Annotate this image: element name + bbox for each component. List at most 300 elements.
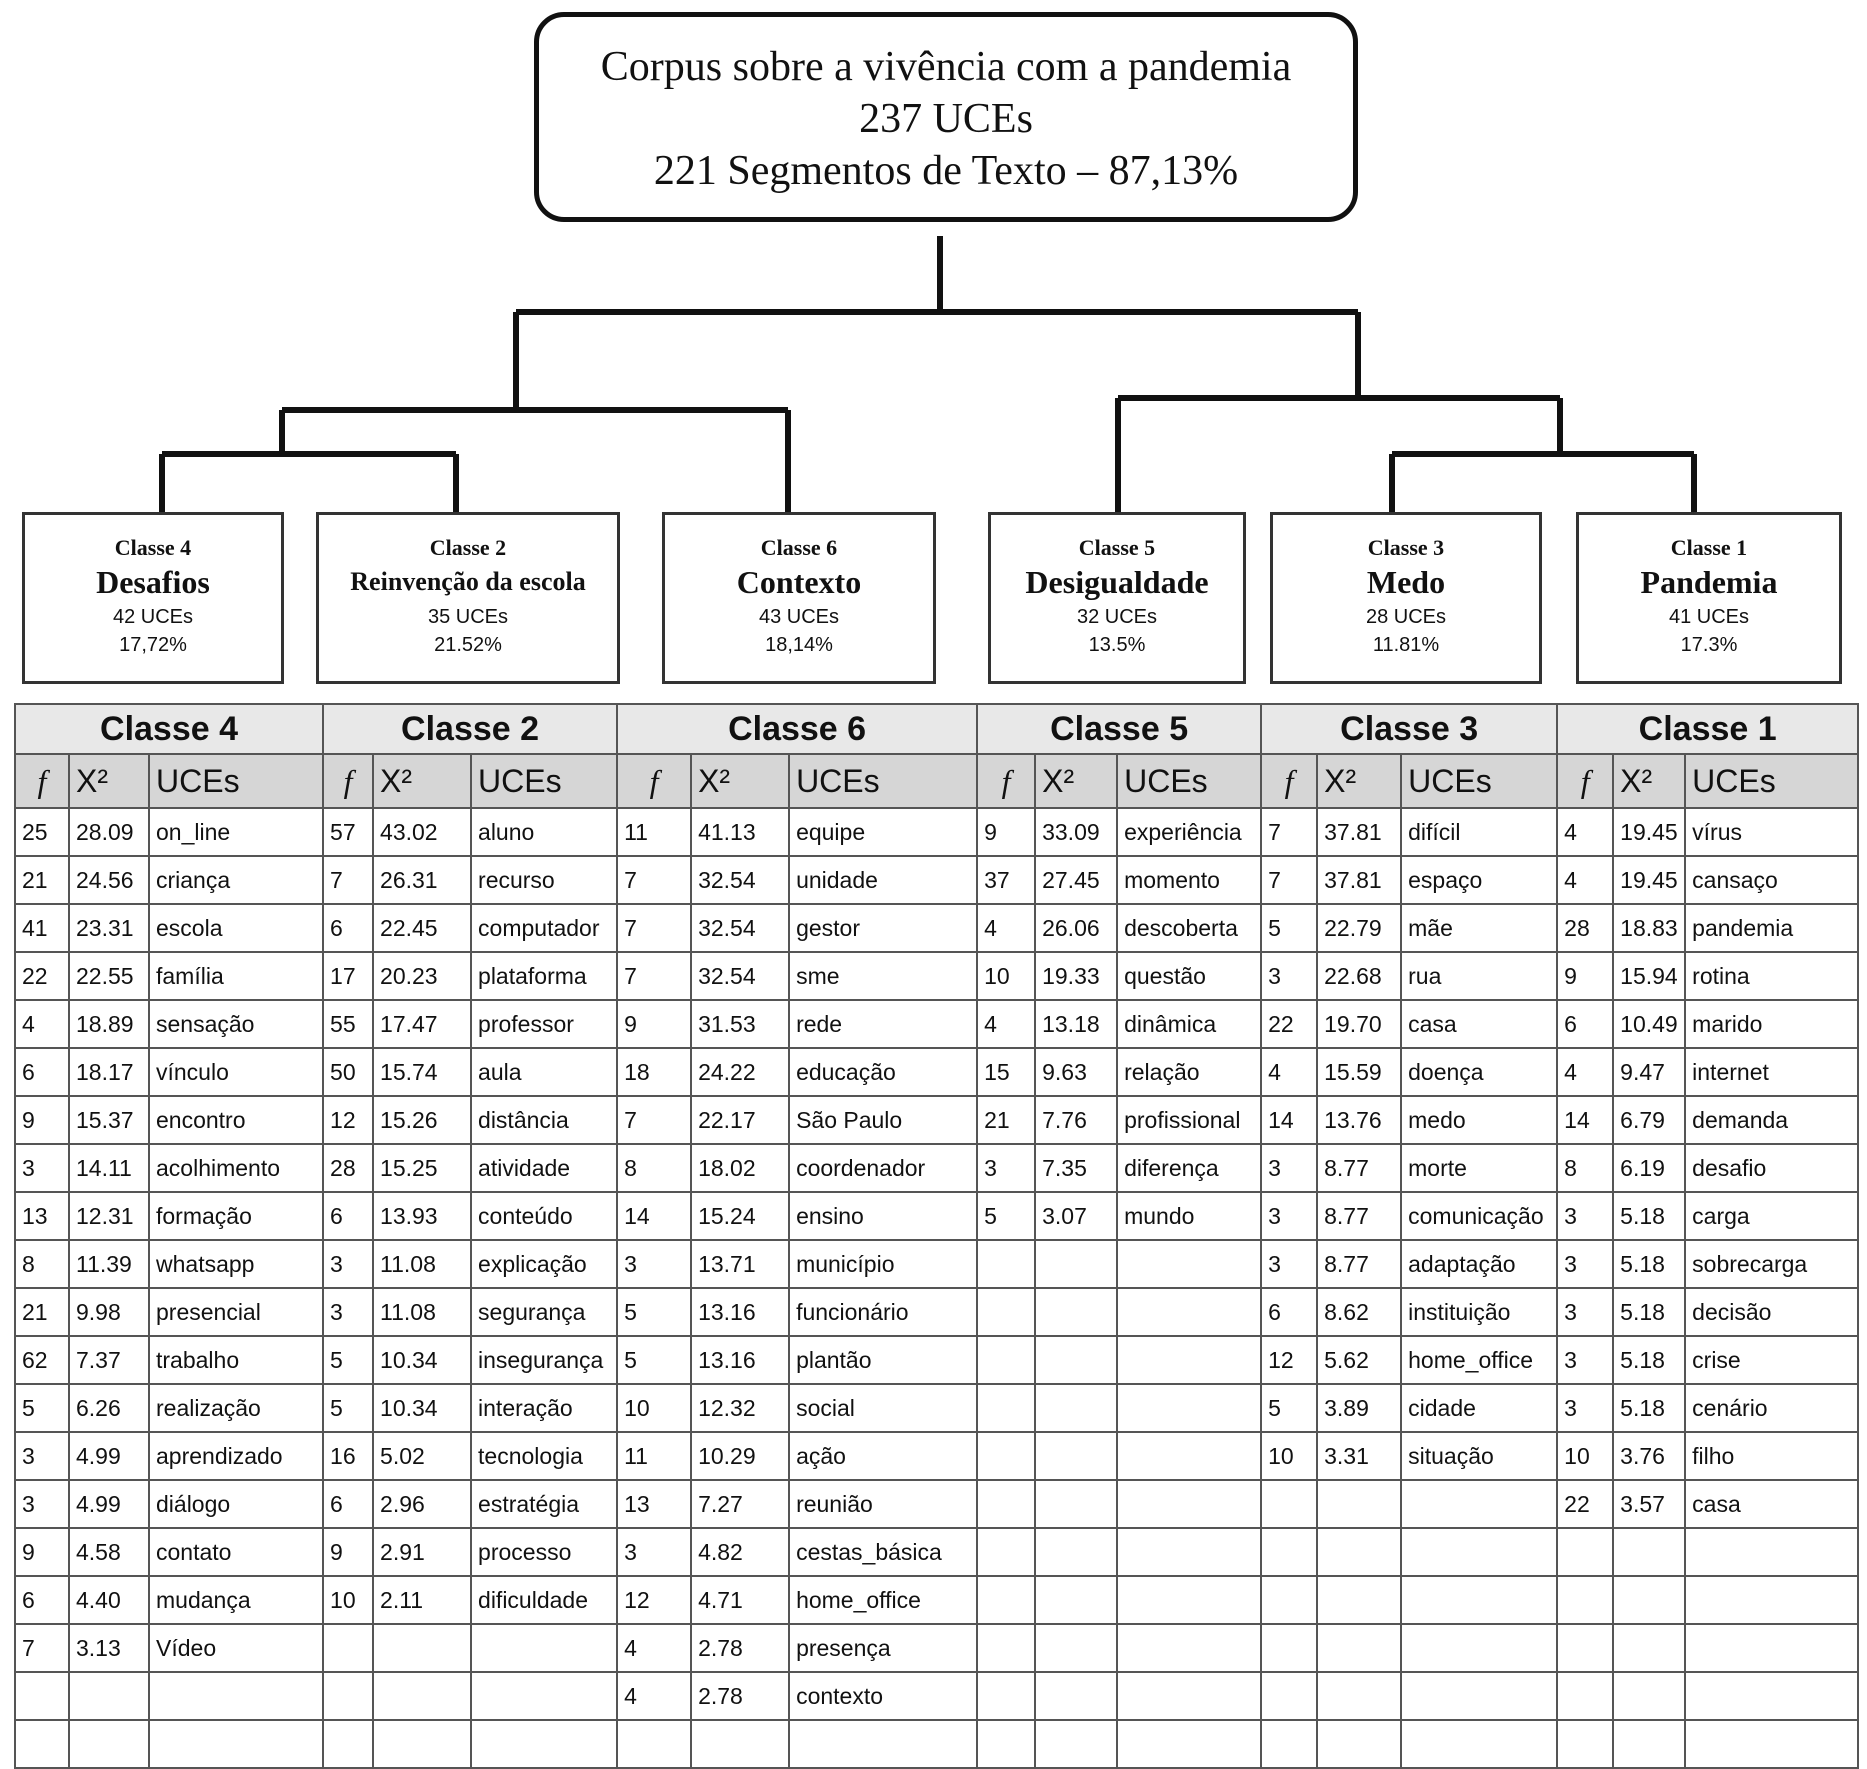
cell-word: adaptação [1401,1240,1557,1288]
cell-word: decisão [1685,1288,1858,1336]
table-column-header-row [15,754,1858,808]
cell-frequency [1557,1720,1613,1768]
cell-chi-square: 37.81 [1317,856,1401,904]
table-group-title: Classe 1 [1557,704,1858,754]
cell-frequency: 6 [1261,1288,1317,1336]
cell-chi-square: 22.79 [1317,904,1401,952]
cell-frequency: 3 [15,1480,69,1528]
cell-chi-square [1613,1672,1685,1720]
class-label: Classe 4 [114,535,192,560]
cell-frequency [977,1336,1035,1384]
cell-word: funcionário [789,1288,977,1336]
cell-chi-square [1035,1720,1117,1768]
table-row [15,904,1858,952]
cell-chi-square: 8.77 [1317,1144,1401,1192]
cell-chi-square [1035,1672,1117,1720]
cell-chi-square: 5.18 [1613,1384,1685,1432]
cell-frequency: 3 [1557,1336,1613,1384]
col-header-uces: UCEs [1401,754,1557,808]
cell-chi-square: 3.31 [1317,1432,1401,1480]
cell-chi-square: 13.76 [1317,1096,1401,1144]
table-body [15,808,1858,1768]
cell-frequency: 17 [323,952,373,1000]
cell-frequency: 3 [323,1288,373,1336]
col-header-x2: X² [373,754,471,808]
table-row [15,1576,1858,1624]
cell-frequency: 7 [1261,808,1317,856]
cell-chi-square [1317,1528,1401,1576]
cell-chi-square: 6.79 [1613,1096,1685,1144]
cell-chi-square: 15.59 [1317,1048,1401,1096]
table-row [15,1336,1858,1384]
cell-chi-square: 15.26 [373,1096,471,1144]
cell-word [1117,1576,1261,1624]
cell-frequency [1261,1576,1317,1624]
cell-chi-square: 32.54 [691,904,789,952]
col-header-f: f [617,754,691,808]
cell-chi-square: 9.98 [69,1288,149,1336]
cell-frequency: 18 [617,1048,691,1096]
cell-chi-square: 5.18 [1613,1288,1685,1336]
cell-frequency: 22 [1557,1480,1613,1528]
cell-word: rua [1401,952,1557,1000]
cell-word: vínculo [149,1048,323,1096]
cell-chi-square: 4.58 [69,1528,149,1576]
cell-chi-square [1317,1480,1401,1528]
class-box-classe-3 [1270,512,1542,684]
cell-frequency: 3 [1557,1384,1613,1432]
cell-word: espaço [1401,856,1557,904]
cell-frequency: 50 [323,1048,373,1096]
cell-word: ensino [789,1192,977,1240]
class-uces: 28 UCEs [1365,606,1447,628]
class-box-classe-2 [316,512,620,684]
class-percent: 13.5% [1088,634,1146,656]
cell-word: contato [149,1528,323,1576]
cell-word: cidade [1401,1384,1557,1432]
cell-chi-square: 2.96 [373,1480,471,1528]
cell-word [1117,1528,1261,1576]
cell-chi-square: 22.68 [1317,952,1401,1000]
cell-word: casa [1685,1480,1858,1528]
class-box-classe-1 [1576,512,1842,684]
cell-chi-square: 9.47 [1613,1048,1685,1096]
table-row [15,1048,1858,1096]
class-name: Desafios [96,564,210,600]
cell-chi-square: 19.33 [1035,952,1117,1000]
cell-word: presencial [149,1288,323,1336]
cell-frequency: 5 [323,1384,373,1432]
cell-chi-square [1035,1384,1117,1432]
cell-chi-square: 10.34 [373,1384,471,1432]
cell-frequency: 5 [617,1288,691,1336]
cell-frequency: 25 [15,808,69,856]
cell-chi-square: 8.77 [1317,1240,1401,1288]
cell-frequency: 13 [15,1192,69,1240]
cell-frequency: 4 [15,1000,69,1048]
cell-chi-square: 22.17 [691,1096,789,1144]
cell-frequency: 3 [617,1240,691,1288]
cell-frequency: 21 [15,1288,69,1336]
cell-frequency: 7 [1261,856,1317,904]
cell-word: acolhimento [149,1144,323,1192]
cell-word [1401,1528,1557,1576]
cell-frequency: 5 [15,1384,69,1432]
cell-frequency: 9 [617,1000,691,1048]
table-row [15,808,1858,856]
cell-word: família [149,952,323,1000]
cell-frequency: 7 [617,904,691,952]
cell-word: cansaço [1685,856,1858,904]
cell-word [1117,1288,1261,1336]
table-group-title: Classe 3 [1261,704,1557,754]
cell-frequency: 16 [323,1432,373,1480]
cell-frequency [617,1720,691,1768]
col-header-x2: X² [1317,754,1401,808]
cell-chi-square: 10.34 [373,1336,471,1384]
cell-frequency: 10 [1261,1432,1317,1480]
cell-frequency: 8 [15,1240,69,1288]
cell-frequency: 3 [323,1240,373,1288]
cell-word: estratégia [471,1480,617,1528]
cell-word: plantão [789,1336,977,1384]
class-uces: 32 UCEs [1076,606,1158,628]
cell-chi-square [373,1720,471,1768]
class-label: Classe 2 [429,535,507,560]
cell-frequency [1557,1672,1613,1720]
cell-chi-square: 11.39 [69,1240,149,1288]
cell-word: encontro [149,1096,323,1144]
cell-word: whatsapp [149,1240,323,1288]
cell-word: plataforma [471,952,617,1000]
cell-chi-square [1035,1480,1117,1528]
cell-word: unidade [789,856,977,904]
cell-frequency [323,1720,373,1768]
cell-word: vírus [1685,808,1858,856]
cell-word: filho [1685,1432,1858,1480]
cell-chi-square: 17.47 [373,1000,471,1048]
cell-word [1685,1528,1858,1576]
cell-frequency [977,1480,1035,1528]
cell-chi-square [1317,1576,1401,1624]
cell-frequency: 12 [323,1096,373,1144]
class-name: Medo [1366,564,1446,600]
cell-frequency: 4 [977,904,1035,952]
cell-word [149,1720,323,1768]
cell-frequency [1261,1480,1317,1528]
cell-frequency: 5 [323,1336,373,1384]
cell-frequency: 55 [323,1000,373,1048]
cell-chi-square: 13.16 [691,1336,789,1384]
cell-word [471,1672,617,1720]
class-box-classe-4 [22,512,284,684]
cell-frequency [977,1384,1035,1432]
cell-word: trabalho [149,1336,323,1384]
cell-word: segurança [471,1288,617,1336]
cell-frequency: 11 [617,1432,691,1480]
cell-word: crise [1685,1336,1858,1384]
cell-word: diálogo [149,1480,323,1528]
cell-chi-square [1035,1288,1117,1336]
cell-word: mundo [1117,1192,1261,1240]
table-row [15,1288,1858,1336]
class-uces: 43 UCEs [758,606,840,628]
col-header-x2: X² [1035,754,1117,808]
cell-word: São Paulo [789,1096,977,1144]
cell-frequency: 13 [617,1480,691,1528]
cell-frequency [15,1672,69,1720]
cell-frequency: 3 [1557,1240,1613,1288]
cell-word: pandemia [1685,904,1858,952]
cell-chi-square: 3.89 [1317,1384,1401,1432]
cell-frequency: 3 [1261,1240,1317,1288]
cell-chi-square: 24.56 [69,856,149,904]
cell-frequency: 28 [323,1144,373,1192]
col-header-f: f [323,754,373,808]
cell-chi-square: 8.62 [1317,1288,1401,1336]
cell-chi-square: 24.22 [691,1048,789,1096]
cell-word: processo [471,1528,617,1576]
cell-frequency [977,1240,1035,1288]
class-percent: 17.3% [1680,634,1738,656]
cell-chi-square: 11.08 [373,1288,471,1336]
cell-chi-square: 2.91 [373,1528,471,1576]
cell-chi-square [1317,1624,1401,1672]
cell-word: ação [789,1432,977,1480]
table-row [15,1000,1858,1048]
cell-chi-square: 10.49 [1613,1000,1685,1048]
class-percent: 11.81% [1372,634,1440,656]
cell-word [149,1672,323,1720]
cell-frequency [323,1624,373,1672]
cell-frequency [977,1576,1035,1624]
cell-chi-square: 5.18 [1613,1240,1685,1288]
table-group-title: Classe 6 [617,704,977,754]
cell-word: reunião [789,1480,977,1528]
cell-chi-square: 9.63 [1035,1048,1117,1096]
cell-word: instituição [1401,1288,1557,1336]
cell-chi-square: 43.02 [373,808,471,856]
cell-frequency: 9 [1557,952,1613,1000]
cell-frequency: 4 [617,1624,691,1672]
cell-chi-square [1613,1528,1685,1576]
cell-word [1117,1384,1261,1432]
cell-chi-square: 19.45 [1613,808,1685,856]
cell-frequency: 5 [1261,904,1317,952]
col-header-x2: X² [691,754,789,808]
cell-frequency: 7 [617,1096,691,1144]
cell-chi-square: 3.57 [1613,1480,1685,1528]
cell-word: criança [149,856,323,904]
class-uces: 35 UCEs [427,606,509,628]
cell-chi-square: 5.62 [1317,1336,1401,1384]
cell-frequency: 9 [15,1096,69,1144]
cell-frequency: 21 [15,856,69,904]
table-group-title: Classe 5 [977,704,1261,754]
cell-chi-square: 7.35 [1035,1144,1117,1192]
cell-frequency: 62 [15,1336,69,1384]
cell-chi-square: 33.09 [1035,808,1117,856]
cell-frequency: 7 [323,856,373,904]
cell-word: contexto [789,1672,977,1720]
cell-word [1401,1720,1557,1768]
cell-frequency: 10 [323,1576,373,1624]
cell-word: insegurança [471,1336,617,1384]
cell-word: casa [1401,1000,1557,1048]
cell-word: descoberta [1117,904,1261,952]
cell-chi-square: 2.78 [691,1624,789,1672]
cell-chi-square: 15.25 [373,1144,471,1192]
cell-chi-square: 4.40 [69,1576,149,1624]
class-label: Classe 3 [1367,535,1445,560]
cell-word: doença [1401,1048,1557,1096]
cell-frequency: 41 [15,904,69,952]
cell-frequency: 22 [1261,1000,1317,1048]
cell-word [1685,1624,1858,1672]
cell-chi-square [69,1672,149,1720]
cell-word [1401,1624,1557,1672]
class-words-table [14,703,1859,1769]
cell-frequency: 4 [1557,1048,1613,1096]
cell-frequency [977,1432,1035,1480]
col-header-x2: X² [1613,754,1685,808]
cell-frequency: 3 [15,1432,69,1480]
table-group-title: Classe 2 [323,704,617,754]
cell-word: cestas_básica [789,1528,977,1576]
cell-chi-square: 22.55 [69,952,149,1000]
cell-chi-square: 7.37 [69,1336,149,1384]
cell-chi-square: 4.99 [69,1432,149,1480]
cell-chi-square: 12.31 [69,1192,149,1240]
cell-chi-square: 13.71 [691,1240,789,1288]
cell-word [1117,1336,1261,1384]
cell-word: mãe [1401,904,1557,952]
cell-word: equipe [789,808,977,856]
cell-frequency: 10 [617,1384,691,1432]
cell-word: carga [1685,1192,1858,1240]
col-header-uces: UCEs [789,754,977,808]
cell-chi-square: 19.70 [1317,1000,1401,1048]
cell-word [789,1720,977,1768]
cell-frequency [1557,1624,1613,1672]
col-header-uces: UCEs [1685,754,1858,808]
table-row [15,1720,1858,1768]
table-row [15,1528,1858,1576]
cell-word: experiência [1117,808,1261,856]
cell-frequency [1261,1672,1317,1720]
table-row [15,1144,1858,1192]
cell-chi-square: 41.13 [691,808,789,856]
cell-frequency: 3 [1261,1144,1317,1192]
cell-word: relação [1117,1048,1261,1096]
cell-word [1685,1672,1858,1720]
cell-chi-square [1317,1720,1401,1768]
corpus-title: Corpus sobre a vivência com a pandemia [600,44,1292,90]
cell-chi-square: 7.27 [691,1480,789,1528]
cell-chi-square: 13.18 [1035,1000,1117,1048]
col-header-x2: X² [69,754,149,808]
cell-word [1685,1576,1858,1624]
cell-frequency: 11 [617,808,691,856]
cell-word [1117,1432,1261,1480]
cell-word: explicação [471,1240,617,1288]
table-row [15,1192,1858,1240]
cell-chi-square: 31.53 [691,1000,789,1048]
cell-chi-square: 11.08 [373,1240,471,1288]
cell-chi-square: 26.31 [373,856,471,904]
cell-chi-square: 10.29 [691,1432,789,1480]
cell-word: aula [471,1048,617,1096]
cell-frequency: 10 [977,952,1035,1000]
cell-word [471,1624,617,1672]
cell-frequency [323,1672,373,1720]
class-name: Reinvenção da escola [350,567,586,596]
cell-word: medo [1401,1096,1557,1144]
cell-frequency: 28 [1557,904,1613,952]
cell-frequency: 15 [977,1048,1035,1096]
cell-frequency: 9 [323,1528,373,1576]
cell-frequency: 14 [617,1192,691,1240]
cell-frequency [1557,1576,1613,1624]
cell-word: questão [1117,952,1261,1000]
cell-word: interação [471,1384,617,1432]
cell-word: sobrecarga [1685,1240,1858,1288]
cell-frequency: 7 [617,952,691,1000]
cell-chi-square [1035,1528,1117,1576]
col-header-uces: UCEs [471,754,617,808]
cell-chi-square: 32.54 [691,856,789,904]
cell-chi-square: 13.93 [373,1192,471,1240]
class-name: Pandemia [1640,564,1778,600]
cell-chi-square: 8.77 [1317,1192,1401,1240]
cell-word [1685,1720,1858,1768]
class-percent: 21.52% [434,634,502,656]
cell-word: cenário [1685,1384,1858,1432]
cell-frequency: 3 [1557,1288,1613,1336]
cell-chi-square [373,1672,471,1720]
cell-frequency: 37 [977,856,1035,904]
cell-word: difícil [1401,808,1557,856]
cell-frequency [1261,1720,1317,1768]
cell-chi-square: 18.02 [691,1144,789,1192]
cell-chi-square: 4.71 [691,1576,789,1624]
cell-chi-square: 2.11 [373,1576,471,1624]
cell-word: realização [149,1384,323,1432]
cell-chi-square [373,1624,471,1672]
cell-chi-square [1035,1576,1117,1624]
col-header-uces: UCEs [149,754,323,808]
cell-word: situação [1401,1432,1557,1480]
cell-chi-square: 3.13 [69,1624,149,1672]
cell-word [1117,1720,1261,1768]
cell-frequency [1261,1528,1317,1576]
cell-frequency: 7 [15,1624,69,1672]
cell-frequency [977,1528,1035,1576]
cell-word: tecnologia [471,1432,617,1480]
cell-frequency: 4 [1557,856,1613,904]
cell-word: morte [1401,1144,1557,1192]
cell-chi-square: 18.89 [69,1000,149,1048]
cell-word: home_office [789,1576,977,1624]
cell-chi-square [1035,1336,1117,1384]
cell-frequency: 3 [1557,1192,1613,1240]
cell-chi-square: 28.09 [69,808,149,856]
cell-frequency: 6 [15,1576,69,1624]
class-box-classe-5 [988,512,1246,684]
cell-frequency: 4 [1557,808,1613,856]
cell-word: comunicação [1401,1192,1557,1240]
cell-word: marido [1685,1000,1858,1048]
